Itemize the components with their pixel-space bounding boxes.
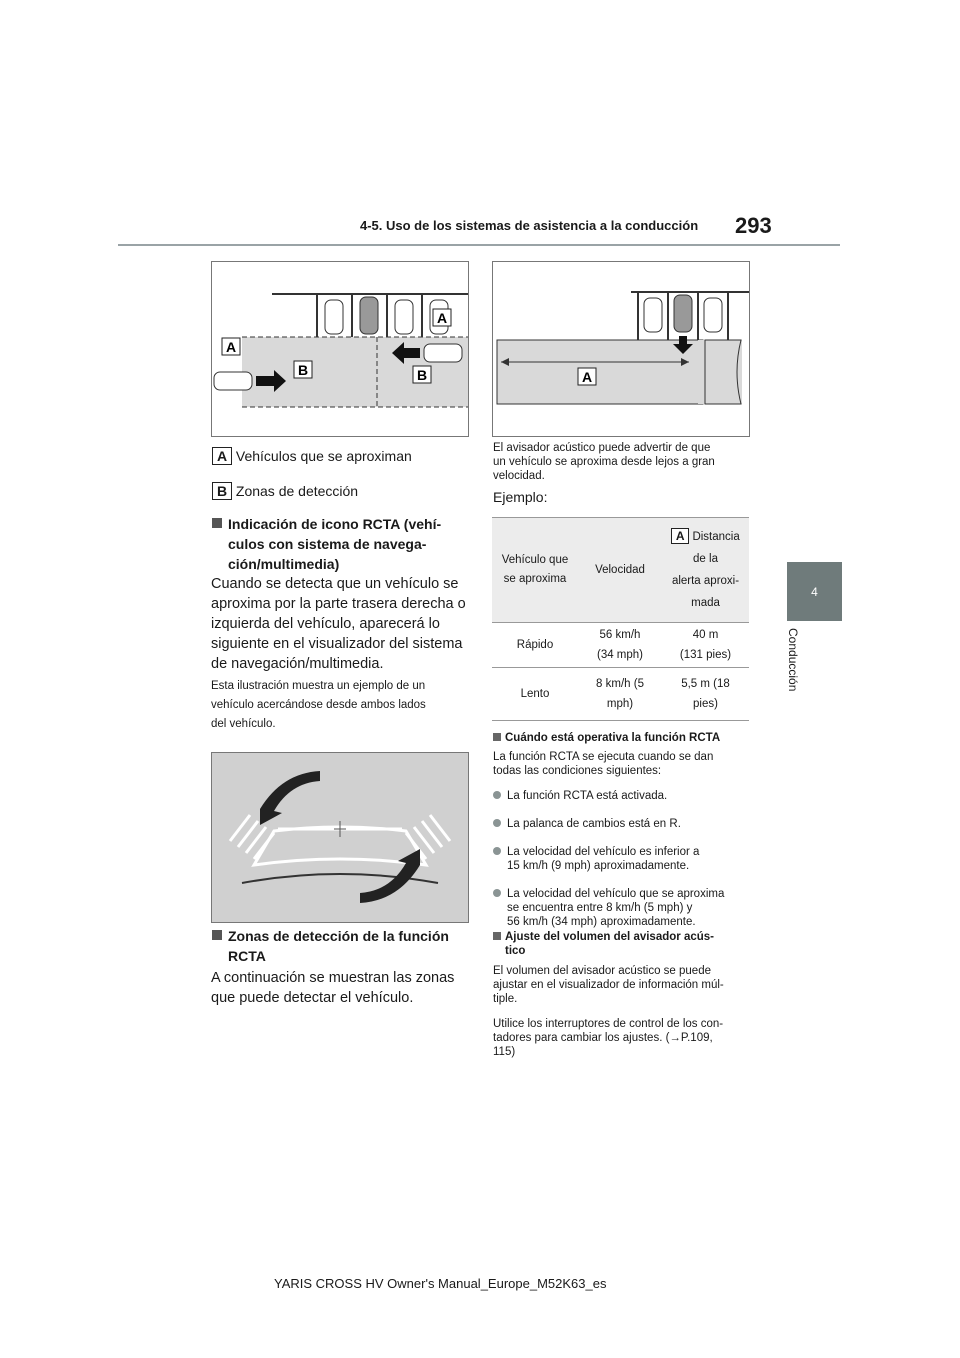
footer-manual-id: YARIS CROSS HV Owner's Manual_Europe_M52K63_es (274, 1276, 607, 1291)
icon-note (211, 677, 476, 734)
list-item (493, 887, 758, 929)
legend-b (212, 482, 358, 500)
zones-heading (212, 926, 477, 966)
operation-heading (493, 731, 758, 745)
example-label: Ejemplo: (493, 489, 548, 505)
legend-a-label: A (212, 447, 232, 465)
list-item (493, 789, 758, 803)
bullet-text: La palanca de cambios está en R. (507, 818, 681, 830)
icon-body-line: Cuando se detecta que un vehículo se (211, 576, 459, 592)
icon-body (211, 574, 476, 674)
list-item (493, 817, 758, 831)
warn-line: un vehículo se aproxima desde lejos a gran (493, 456, 715, 468)
bullet-text: se encuentra entre 8 km/h (5 mph) y (507, 902, 693, 914)
header-divider (118, 244, 840, 246)
icon-body-line: siguiente en el visualizador del sistema (211, 636, 463, 652)
icon-note-line: del vehículo. (211, 718, 276, 730)
zones-body-line: A continuación se muestran las zonas (211, 970, 455, 986)
rcta-display-illustration (212, 753, 468, 922)
chapter-tab (787, 562, 842, 621)
warn-line: velocidad. (493, 470, 545, 482)
bullet-text: 15 km/h (9 mph) aproximadamente. (507, 860, 690, 872)
legend-a (212, 447, 412, 465)
col-distance-label: A (671, 528, 689, 544)
row-speed-line: 8 km/h (5 (596, 678, 644, 690)
table-row (492, 623, 749, 668)
zones-body-line: que puede detectar el vehículo. (211, 990, 414, 1006)
volume-body-line: tadores para cambiar los ajustes. (→P.109, (493, 1032, 713, 1044)
legend-b-text: Zonas de detección (235, 483, 359, 499)
fig1-label-b-right: B (416, 367, 428, 383)
icon-body-line: izquierda del vehículo, aparecerá lo (211, 616, 440, 632)
icon-note-line: vehículo acercándose desde ambos lados (211, 699, 426, 711)
heading-marker (212, 930, 222, 940)
spec-table (492, 517, 749, 721)
operation-intro (493, 750, 758, 778)
fig3-label-a: A (581, 369, 593, 385)
volume-heading-line: Ajuste del volumen del avisador acús- (505, 931, 714, 943)
row-distance (662, 623, 749, 668)
row-speed-line: 56 km/h (599, 629, 641, 641)
parking-diagram-1 (212, 262, 468, 436)
condition-list (493, 789, 758, 929)
chapter-label: Conducción (786, 628, 800, 692)
bullet-icon (493, 847, 501, 855)
legend-b-label: B (212, 482, 232, 500)
figure-detection-distance (492, 261, 750, 437)
row-speed-line: (34 mph) (596, 649, 644, 661)
col-distance-line: mada (691, 597, 720, 609)
figure-approaching-vehicles (211, 261, 469, 437)
volume-body-2 (493, 1017, 758, 1059)
col-speed: Velocidad (578, 518, 662, 623)
icon-body-line: aproxima por la parte trasera derecha o (211, 596, 466, 612)
bullet-text: La velocidad del vehículo es inferior a (507, 846, 700, 858)
heading-marker (493, 932, 501, 940)
col-distance (662, 518, 749, 623)
row-kind: Lento (492, 668, 578, 721)
chapter-number: 4 (811, 584, 818, 599)
volume-body-line: tiple. (493, 993, 518, 1005)
row-distance (662, 668, 749, 721)
operation-intro-line: todas las condiciones siguientes: (493, 765, 662, 777)
icon-heading-line-3: ción/multimedia) (228, 556, 340, 572)
legend-a-text: Vehículos que se aproximan (235, 448, 412, 464)
row-speed (578, 668, 662, 721)
zones-heading-line-1: Zonas de detección de la función (228, 928, 449, 944)
volume-body-line: 115) (493, 1046, 516, 1058)
volume-body-1 (493, 964, 758, 1006)
col-distance-line: Distancia (692, 531, 740, 543)
row-speed (578, 623, 662, 668)
fig1-label-b-left: B (297, 362, 309, 378)
volume-body-line: El volumen del avisador acústico se puede (493, 965, 711, 977)
section-title: 4-5. Uso de los sistemas de asistencia a la conducción (360, 218, 699, 233)
fig1-label-a-left: A (225, 339, 237, 355)
list-item (493, 845, 758, 873)
icon-heading-line-1: Indicación de icono RCTA (vehí- (228, 516, 442, 532)
volume-heading (493, 930, 758, 958)
table-row (492, 668, 749, 721)
fig1-label-a-right: A (436, 310, 448, 326)
bullet-icon (493, 791, 501, 799)
warn-text (493, 441, 758, 483)
icon-heading (212, 514, 472, 574)
col-approaching-line: se aproxima (503, 573, 567, 585)
bullet-text: 56 km/h (34 mph) aproximadamente. (507, 916, 696, 928)
parking-diagram-2 (493, 262, 749, 436)
volume-body-line: ajustar en el visualizador de información múl- (493, 979, 724, 991)
table-header-row (492, 518, 749, 623)
row-distance-line: (131 pies) (679, 649, 732, 661)
bullet-text: La velocidad del vehículo que se aproxima (507, 888, 725, 900)
figure-rcta-icon (211, 752, 469, 923)
bullet-icon (493, 889, 501, 897)
volume-heading-line: tico (505, 945, 526, 957)
warn-line: El avisador acústico puede advertir de que (493, 442, 711, 454)
zones-heading-line-2: RCTA (228, 948, 266, 964)
page-number: 293 (735, 213, 772, 238)
operation-heading-text: Cuándo está operativa la función RCTA (505, 732, 721, 744)
icon-body-line: de navegación/multimedia. (211, 656, 384, 672)
bullet-text: La función RCTA está activada. (507, 790, 668, 802)
heading-marker (493, 733, 501, 741)
row-distance-line: 5,5 m (18 (681, 678, 730, 690)
bullet-icon (493, 819, 501, 827)
operation-intro-line: La función RCTA se ejecuta cuando se dan (493, 751, 714, 763)
volume-body-line: Utilice los interruptores de control de los con- (493, 1018, 724, 1030)
col-approaching-line: Vehículo que (501, 554, 569, 566)
icon-note-line: Esta ilustración muestra un ejemplo de un (211, 680, 426, 692)
heading-marker (212, 518, 222, 528)
col-distance-line: alerta aproxi- (671, 575, 740, 587)
row-kind: Rápido (492, 623, 578, 668)
row-distance-line: pies) (693, 698, 718, 710)
col-approaching (492, 518, 578, 623)
row-distance-line: 40 m (692, 629, 719, 641)
zones-body (211, 968, 476, 1008)
col-distance-line: de la (693, 553, 718, 565)
icon-heading-line-2: culos con sistema de navega- (228, 536, 427, 552)
row-speed-line: mph) (606, 698, 634, 710)
